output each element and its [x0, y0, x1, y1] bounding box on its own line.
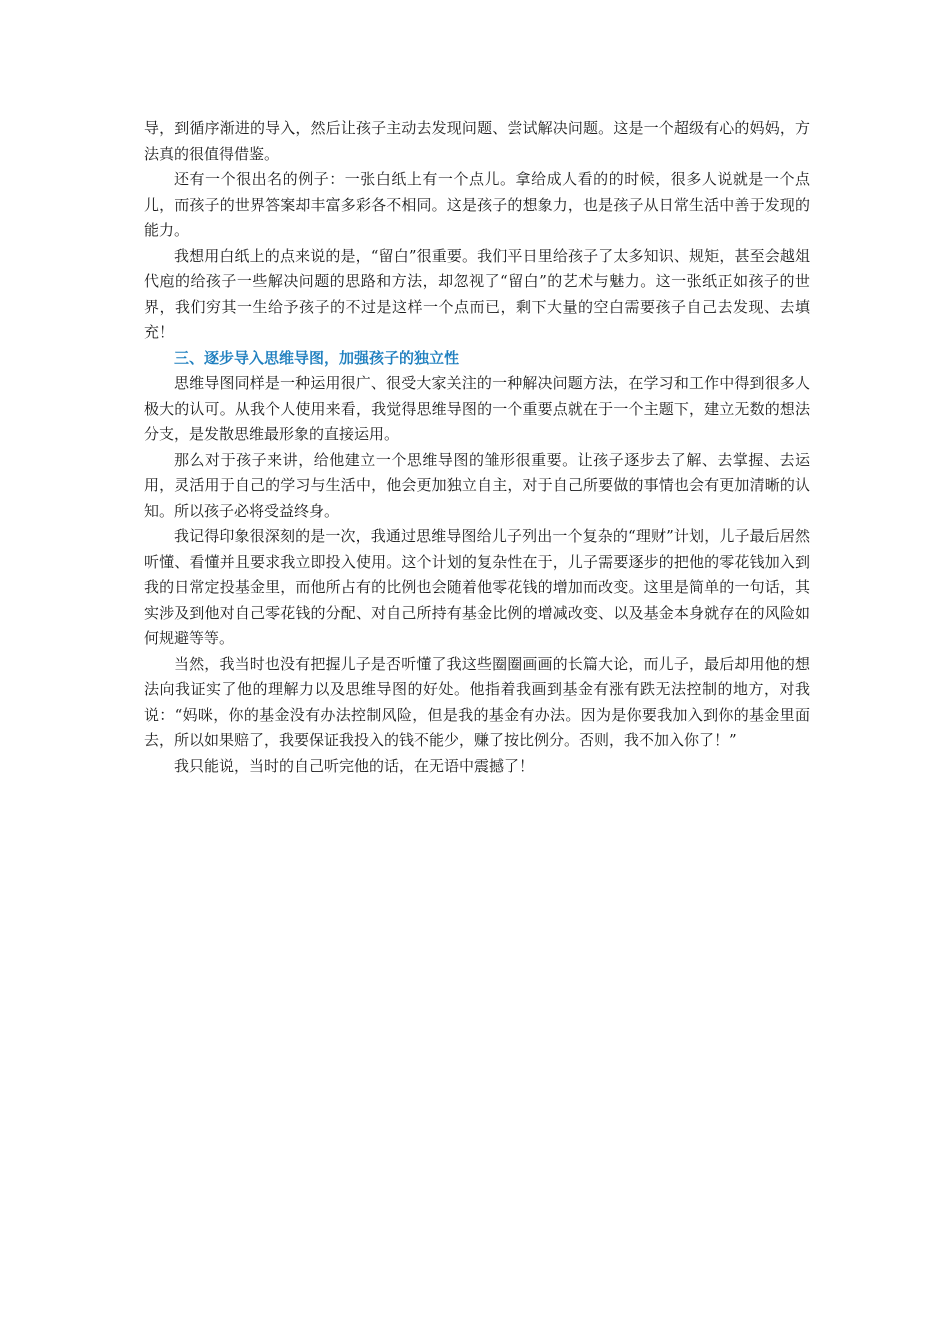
- document-page: [144, 116, 810, 779]
- paragraph-blank-space: 我想用白纸上的点来说的是，“留白”很重要。我们平日里给孩子了太多知识、规矩，甚至会越俎代庖的给孩子一些解决问题的思路和方法，却忽视了“留白”的艺术与魅力。这一张纸正如孩子的世界，我们穷其一生给予孩子的不过是这样一个点而已，剩下大量的空白需要孩子自己去发现、去填充！: [144, 246, 810, 341]
- paragraph-continuation: 导，到循序渐进的导入，然后让孩子主动去发现问题、尝试解决问题。这是一个超级有心的妈妈，方法真的很值得借鉴。: [144, 119, 810, 163]
- paragraph-mind-map-intro: 思维导图同样是一种运用很广、很受大家关注的一种解决问题方法，在学习和工作中得到很多人极大的认可。从我个人使用来看，我觉得思维导图的一个重要点就在于一个主题下，建立无数的想法分支，是发散思维最形象的直接运用。: [144, 374, 810, 443]
- paragraph-white-paper-example: 还有一个很出名的例子：一张白纸上有一个点儿。拿给成人看的的时候，很多人说就是一个点儿，而孩子的世界答案却丰富多彩各不相同。这是孩子的想象力，也是孩子从日常生活中善于发现的能力。: [144, 170, 810, 239]
- paragraph-finance-plan: 我记得印象很深刻的是一次，我通过思维导图给儿子列出一个复杂的“理财”计划，儿子最后居然听懂、看懂并且要求我立即投入使用。这个计划的复杂性在于，儿子需要逐步的把他的零花钱加入到我的日常定投基金里，而他所占有的比例也会随着他零花钱的增加而改变。这里是简单的一句话，其实涉及到他对自己零花钱的分配、对自己所持有基金比例的增减改变、以及基金本身就存在的风险如何规避等等。: [144, 527, 810, 647]
- paragraph-mind-map-children: 那么对于孩子来讲，给他建立一个思维导图的雏形很重要。让孩子逐步去了解、去掌握、去运用，灵活用于自己的学习与生活中，他会更加独立自主，对于自己所要做的事情也会有更加清晰的认知。所以孩子必将受益终身。: [144, 450, 810, 520]
- paragraph-conclusion: 我只能说，当时的自己听完他的话，在无语中震撼了！: [174, 756, 535, 775]
- paragraph-son-response: 当然，我当时也没有把握儿子是否听懂了我这些圈圈画画的长篇大论，而儿子，最后却用他的想法向我证实了他的理解力以及思维导图的好处。他指着我画到基金有涨有跌无法控制的地方，对我说：“妈咪，你的基金没有办法控制风险，但是我的基金有办法。因为是你要我加入到你的基金里面去，所以如果赔了，我要保证我投入的钱不能少，赚了按比例分。否则，我不加入你了！”: [144, 654, 810, 749]
- section-heading-mind-map: 三、逐步导入思维导图，加强孩子的独立性: [174, 348, 460, 367]
